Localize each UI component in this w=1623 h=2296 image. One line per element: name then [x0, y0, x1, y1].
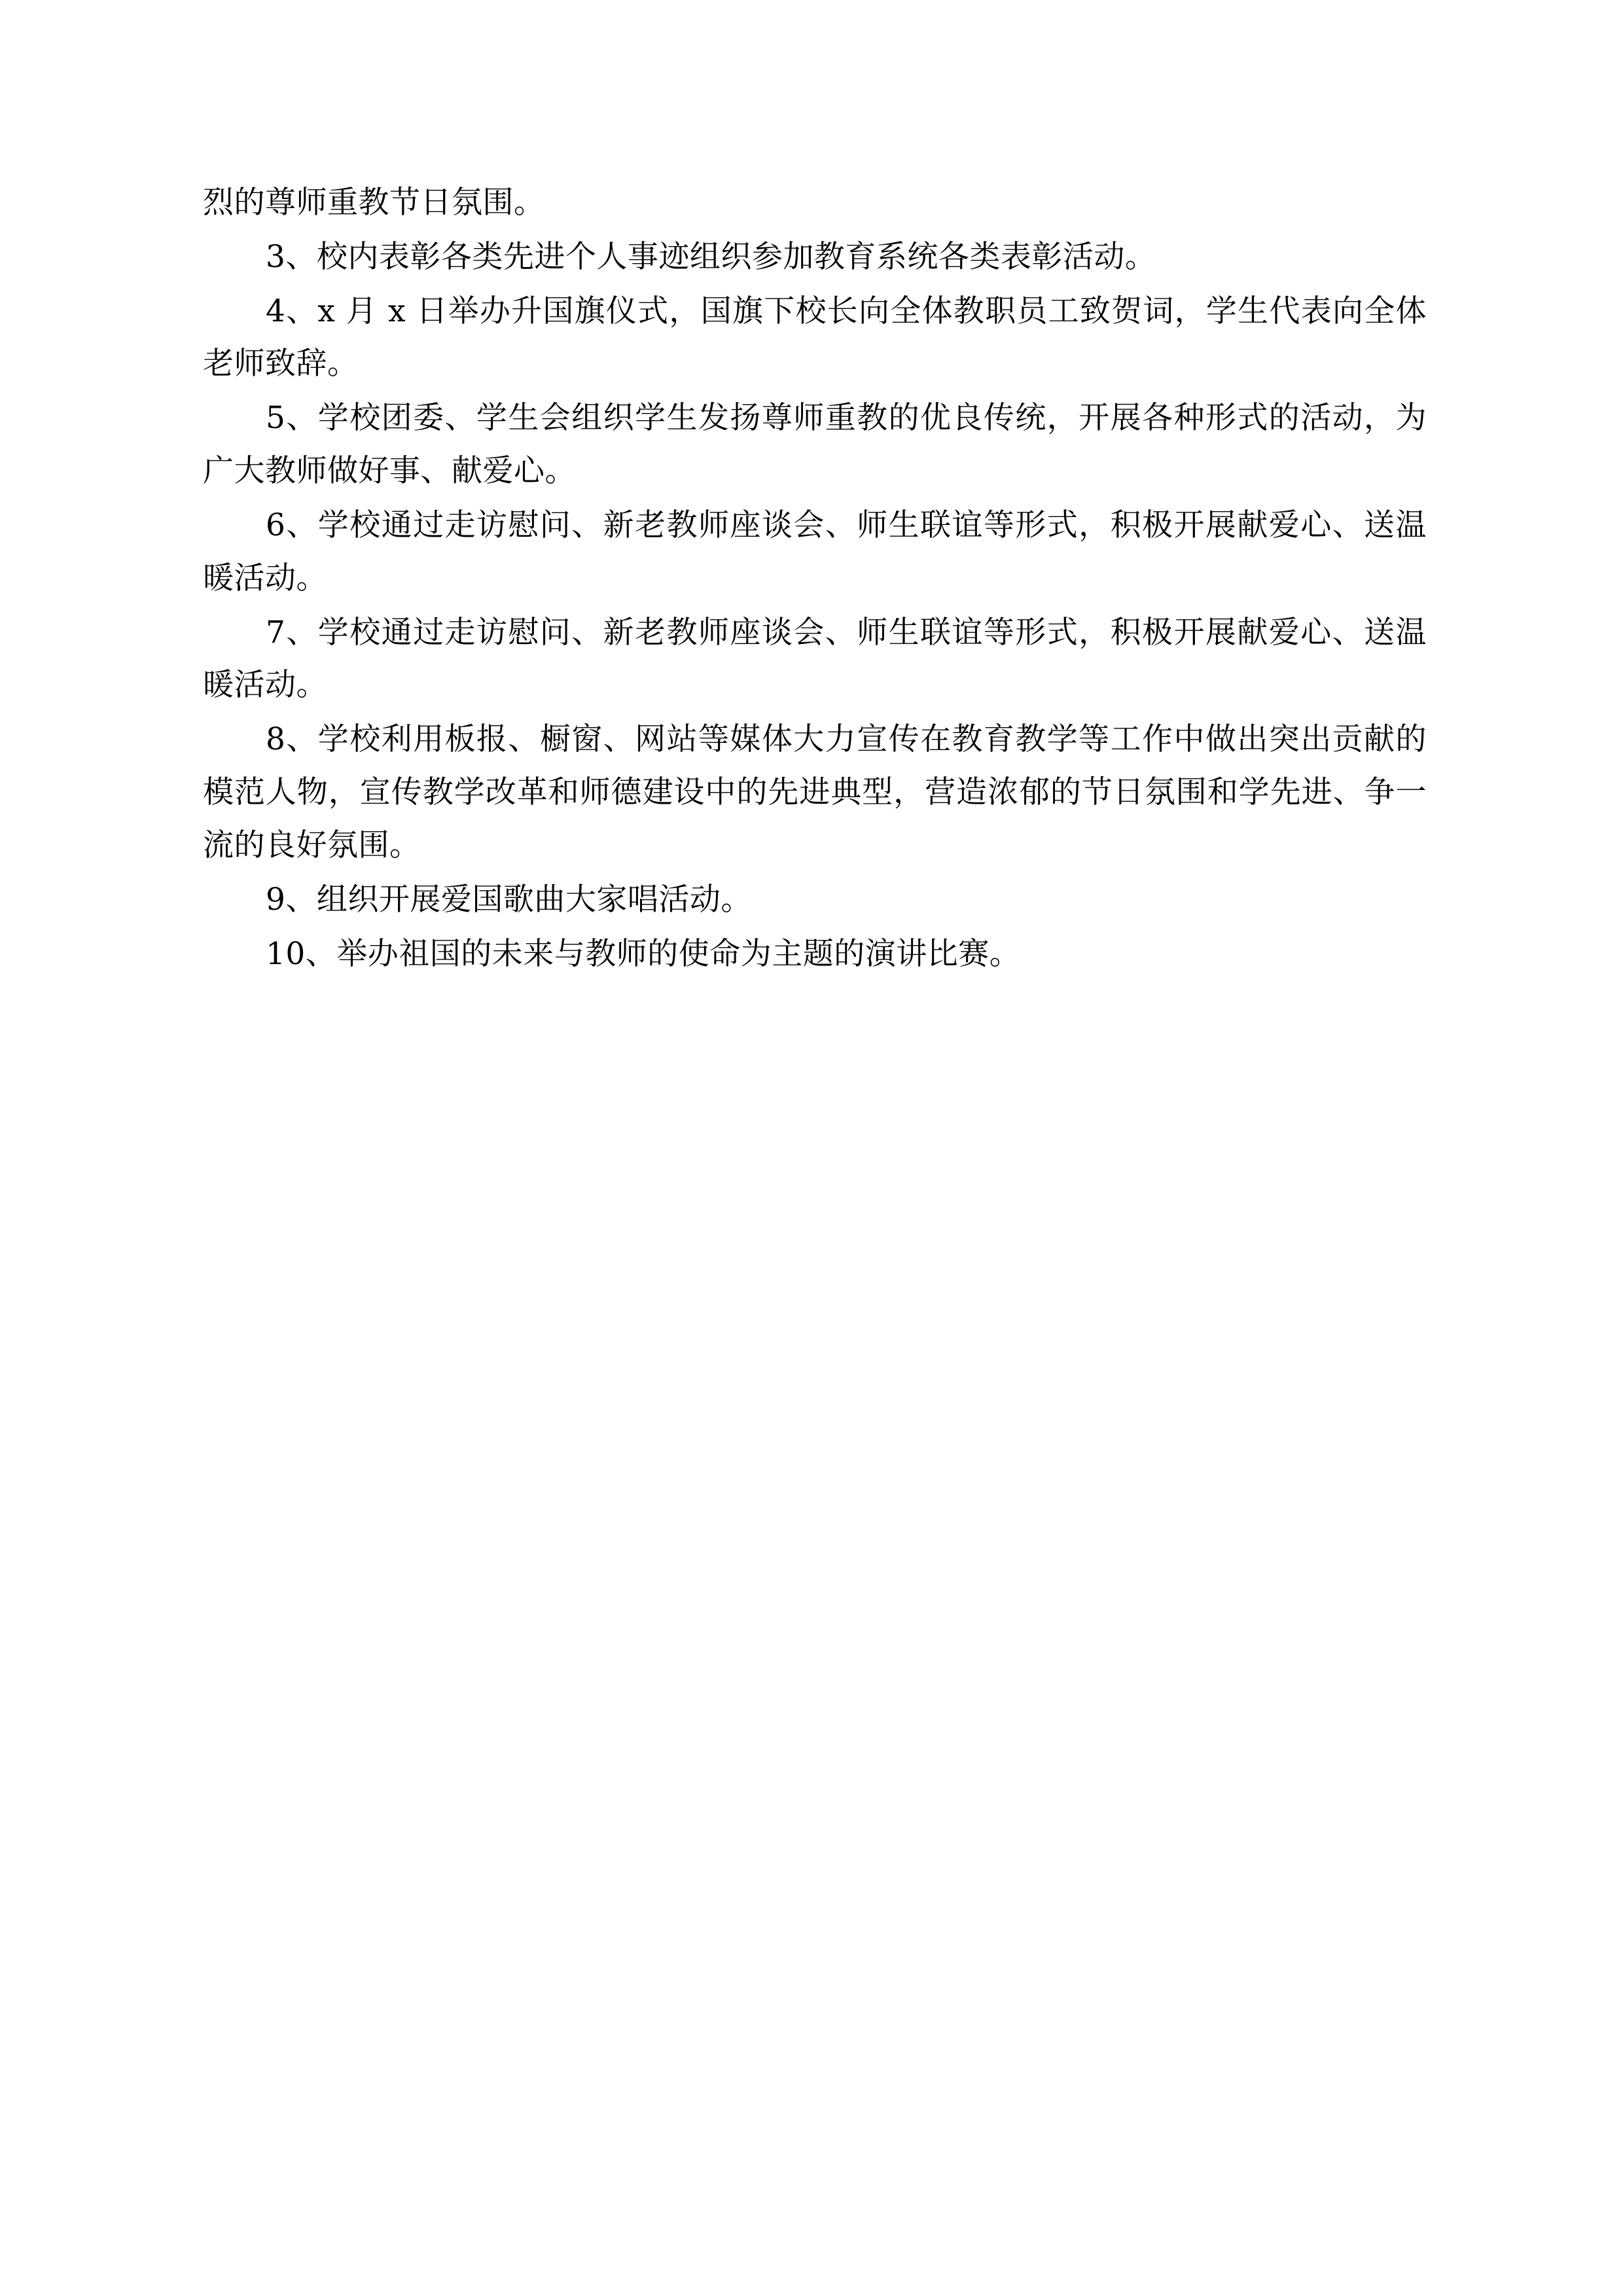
- paragraph-item-5: 5、学校团委、学生会组织学生发扬尊师重教的优良传统，开展各种形式的活动，为广大教师做好事、献爱心。: [203, 400, 1427, 490]
- paragraph-item-10: 10、举办祖国的未来与教师的使命为主题的演讲比赛。: [266, 935, 1021, 972]
- paragraph-item-7: 7、学校通过走访慰问、新老教师座谈会、师生联谊等形式，积极开展献爱心、送温暖活动。: [203, 614, 1427, 704]
- paragraph-item-3: 3、校内表彰各类先进个人事迹组织参加教育系统各类表彰活动。: [266, 238, 1156, 275]
- paragraph-item-4: 4、x 月 x 日举办升国旗仪式，国旗下校长向全体教职员工致贺词，学生代表向全体老师致辞。: [203, 293, 1427, 382]
- paragraph-continuation: 烈的尊师重教节日氛围。: [203, 185, 545, 221]
- paragraph-item-6: 6、学校通过走访慰问、新老教师座谈会、师生联谊等形式，积极开展献爱心、送温暖活动。: [203, 507, 1427, 596]
- paragraph-item-9: 9、组织开展爱国歌曲大家唱活动。: [266, 881, 752, 918]
- paragraph-item-8: 8、学校利用板报、橱窗、网站等媒体大力宣传在教育教学等工作中做出突出贡献的模范人物，宣传教学改革和师德建设中的先进典型，营造浓郁的节日氛围和学先进、争一流的良好氛围。: [203, 721, 1427, 863]
- document-body: [203, 177, 1427, 980]
